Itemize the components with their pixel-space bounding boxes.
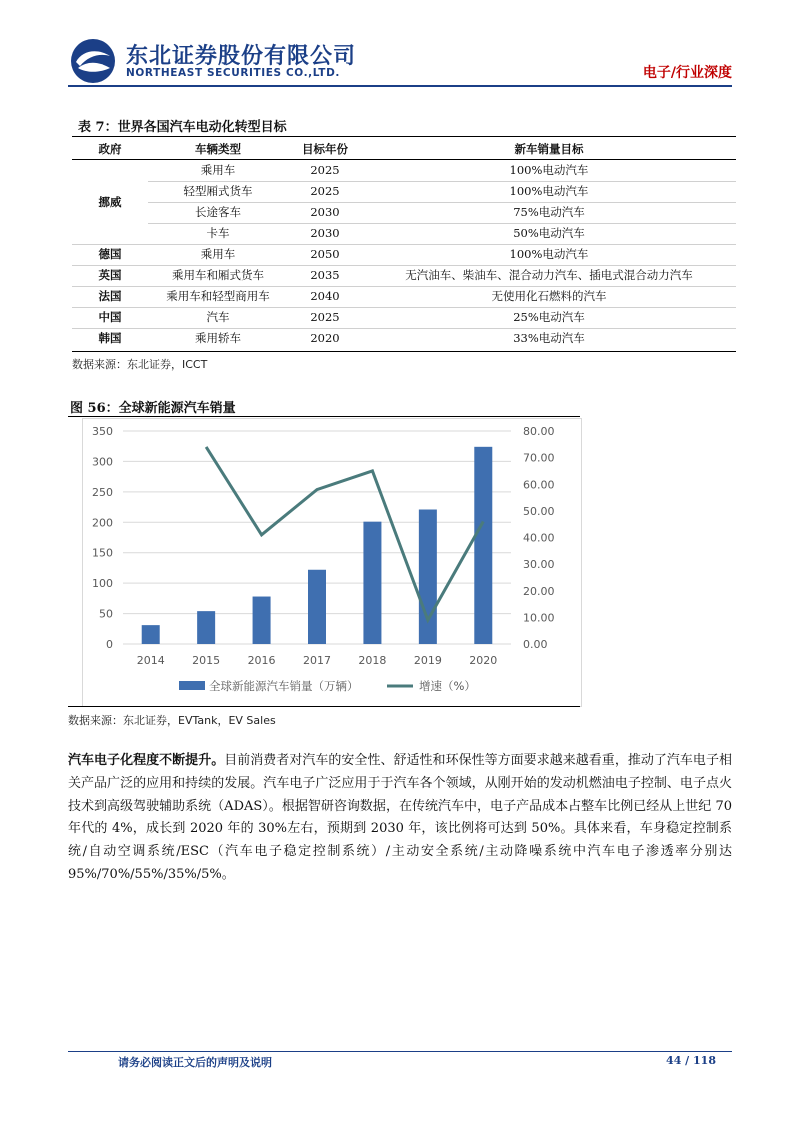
table-title: 表 7：世界各国汽车电动化转型目标 [78, 120, 287, 135]
bar-sales-2016 [253, 597, 271, 644]
table-row-divider [148, 223, 736, 224]
table-top-rule [72, 136, 736, 137]
table-vehicle-cell: 卡车 [206, 226, 230, 240]
bar-sales-2020 [474, 447, 492, 644]
table-year-cell: 2030 [310, 226, 340, 240]
table-vehicle-cell: 乘用车 [200, 163, 236, 177]
table-gov-cell: 中国 [98, 310, 122, 324]
table-vehicle-cell: 乘用车和厢式货车 [172, 268, 264, 282]
figure-top-rule [68, 416, 580, 417]
bar-sales-2018 [363, 522, 381, 644]
body-text: 目前消费者对汽车的安全性、舒适性和环保性等方面要求越来越看重，推动了汽车电子相关产品广泛的应用和持续的发展。汽车电子广泛应用于于汽车各个领域，从刚开始的发动机燃油电子控制、电子点火技术到高级驾驶辅助系统（ADAS）。根据智研咨询数据，在传统汽车中，电子产品成本占整车比例已经从上世纪 70 年代的 4%，成长到 2020 年的 30%左右，预期到 2030 年，该比例将可达到 50%。具体来看，车身稳定控制系统/自动空调系统/ESC（汽车电子稳定控制系统）/主动安全系统/主动降噪系统中汽车电子渗透率分别达 95%/70%/55%/35%/5%。 [68, 753, 732, 882]
x-tick-label: 2014 [136, 654, 165, 667]
y-right-tick-label: 30.00 [523, 558, 555, 572]
sales-chart [83, 419, 581, 706]
figure-title: 图 56：全球新能源汽车销量 [70, 401, 236, 416]
table-vehicle-cell: 汽车 [206, 310, 230, 324]
chart-frame [82, 418, 582, 707]
table-row-divider [148, 202, 736, 203]
table-vehicle-cell: 乘用车 [200, 247, 236, 261]
company-name-cn: 东北证券股份有限公司 [126, 44, 357, 69]
y-left-tick-label: 250 [92, 485, 113, 499]
table-header-vehicle-type: 车辆类型 [195, 142, 241, 156]
table-vehicle-cell: 轻型厢式货车 [183, 184, 253, 198]
table-row-divider [72, 307, 736, 308]
table-year-cell: 2025 [310, 163, 340, 177]
y-right-tick-label: 0.00 [523, 638, 548, 651]
table-row-divider [72, 244, 736, 245]
table-target-cell: 100%电动汽车 [509, 163, 589, 177]
y-right-tick-label: 20.00 [523, 584, 555, 598]
table-year-cell: 2040 [310, 289, 340, 303]
line-growth-rate [206, 447, 483, 620]
bar-sales-2015 [197, 611, 215, 644]
table-gov-cell: 德国 [98, 247, 122, 261]
page-number: 44 / 118 [666, 1054, 716, 1067]
x-tick-label: 2016 [247, 654, 276, 667]
table-source: 数据来源：东北证券，ICCT [72, 358, 208, 371]
table-year-cell: 2030 [310, 205, 340, 219]
y-right-tick-label: 70.00 [523, 451, 555, 465]
x-tick-label: 2020 [469, 654, 498, 667]
header-divider [68, 85, 732, 87]
table-target-cell: 25%电动汽车 [513, 310, 585, 324]
y-left-tick-label: 300 [92, 455, 113, 469]
table-gov-cell: 英国 [98, 268, 122, 282]
y-left-tick-label: 0 [106, 638, 113, 651]
x-tick-label: 2018 [358, 654, 387, 667]
table-row-divider [72, 265, 736, 266]
figure-source: 数据来源：东北证券，EVTank，EV Sales [68, 714, 276, 727]
table-target-cell: 无汽油车、柴油车、混合动力汽车、插电式混合动力汽车 [405, 268, 693, 282]
table-target-cell: 无使用化石燃料的汽车 [491, 289, 607, 303]
y-right-tick-label: 80.00 [523, 425, 555, 438]
bar-sales-2017 [308, 570, 326, 644]
body-paragraph [68, 750, 732, 887]
table-target-cell: 75%电动汽车 [513, 205, 585, 219]
table-row-divider [72, 286, 736, 287]
y-left-tick-label: 100 [92, 577, 113, 591]
x-tick-label: 2015 [192, 654, 221, 667]
table-gov-cell: 挪威 [98, 195, 122, 209]
table-year-cell: 2025 [310, 184, 340, 198]
company-logo-icon [68, 38, 118, 84]
legend-line-label: 增速（%） [419, 679, 476, 693]
footer-disclaimer: 请务必阅读正文后的声明及说明 [118, 1056, 272, 1069]
table-row-divider [72, 328, 736, 329]
report-type: 电子/行业深度 [642, 65, 732, 81]
company-name-en: NORTHEAST SECURITIES CO.,LTD. [126, 67, 340, 79]
table-year-cell: 2020 [310, 331, 340, 345]
table-year-cell: 2050 [310, 247, 340, 261]
table-year-cell: 2025 [310, 310, 340, 324]
footer-divider [68, 1051, 732, 1052]
table-year-cell: 2035 [310, 268, 340, 282]
y-right-tick-label: 60.00 [523, 478, 555, 492]
y-right-tick-label: 10.00 [523, 611, 555, 625]
legend-bar-label: 全球新能源汽车销量（万辆） [209, 679, 359, 693]
y-left-tick-label: 200 [92, 516, 113, 530]
table-header-target-year: 目标年份 [302, 142, 348, 156]
y-left-tick-label: 50 [99, 607, 113, 621]
table-gov-cell: 法国 [98, 289, 122, 303]
table-target-cell: 50%电动汽车 [513, 226, 585, 240]
y-right-tick-label: 40.00 [523, 531, 555, 545]
table-gov-cell: 韩国 [98, 331, 122, 345]
table-target-cell: 33%电动汽车 [513, 331, 585, 345]
y-right-tick-label: 50.00 [523, 504, 555, 518]
x-tick-label: 2017 [303, 654, 331, 667]
table-bottom-rule [72, 351, 736, 352]
table-vehicle-cell: 乘用车和轻型商用车 [166, 289, 270, 303]
y-left-tick-label: 150 [92, 546, 113, 560]
bar-sales-2014 [142, 625, 160, 644]
figure-bottom-rule [68, 706, 580, 707]
x-tick-label: 2019 [413, 654, 442, 667]
table-target-cell: 100%电动汽车 [509, 247, 589, 261]
table-target-cell: 100%电动汽车 [509, 184, 589, 198]
table-header-government: 政府 [98, 142, 122, 156]
table-header-sales-target: 新车销量目标 [514, 142, 584, 156]
y-left-tick-label: 350 [92, 425, 113, 438]
table-vehicle-cell: 乘用轿车 [195, 331, 241, 345]
table-vehicle-cell: 长途客车 [195, 205, 241, 219]
bar-sales-2019 [419, 510, 437, 644]
table-row-divider [148, 181, 736, 182]
body-lead: 汽车电子化程度不断提升。 [68, 753, 225, 768]
legend-bar-swatch [179, 681, 205, 690]
